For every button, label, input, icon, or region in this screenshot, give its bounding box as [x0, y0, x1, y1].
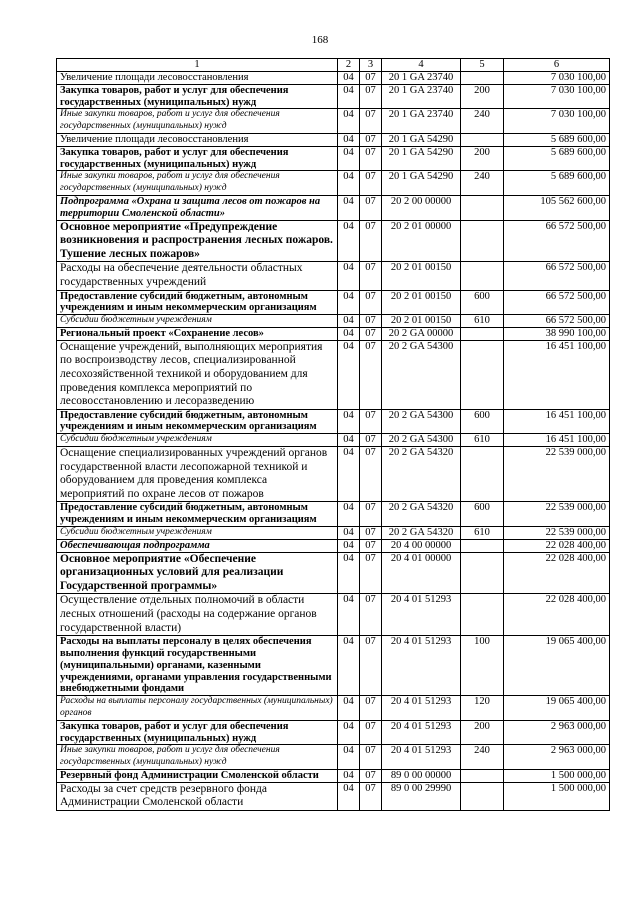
table-row	[57, 696, 610, 721]
table-row	[57, 146, 610, 171]
cell-c6: 22 539 000,00	[504, 527, 610, 540]
cell-c3: 07	[360, 527, 382, 540]
cell-c2: 04	[338, 290, 360, 315]
cell-c5	[461, 327, 504, 340]
cell-c4: 20 4 01 51293	[382, 594, 461, 636]
cell-c5	[461, 220, 504, 262]
cell-c5	[461, 539, 504, 552]
cell-c2: 04	[338, 315, 360, 328]
cell-c5: 240	[461, 171, 504, 196]
cell-c6: 5 689 600,00	[504, 146, 610, 171]
table-row	[57, 133, 610, 146]
cell-c2: 04	[338, 84, 360, 109]
cell-c2: 04	[338, 146, 360, 171]
cell-c2: 04	[338, 594, 360, 636]
cell-c3: 07	[360, 769, 382, 782]
cell-c3: 07	[360, 340, 382, 409]
cell-c5: 240	[461, 745, 504, 770]
cell-c6: 7 030 100,00	[504, 72, 610, 85]
cell-c2: 04	[338, 782, 360, 810]
cell-c2: 04	[338, 409, 360, 434]
cell-c6: 22 028 400,00	[504, 539, 610, 552]
table-row	[57, 290, 610, 315]
cell-c2: 04	[338, 220, 360, 262]
cell-c4: 20 2 GA 54320	[382, 527, 461, 540]
cell-c6: 16 451 100,00	[504, 434, 610, 447]
row-description: Закупка товаров, работ и услуг для обеспечения государственных (муниципальных) нужд	[57, 84, 338, 109]
cell-c5: 120	[461, 696, 504, 721]
cell-c4: 20 2 GA 54300	[382, 409, 461, 434]
row-description: Резервный фонд Администрации Смоленской области	[57, 769, 338, 782]
cell-c6: 105 562 600,00	[504, 195, 610, 220]
table-row	[57, 315, 610, 328]
cell-c5	[461, 447, 504, 502]
cell-c3: 07	[360, 146, 382, 171]
row-description: Оснащение учреждений, выполняющих мероприятия по воспроизводству лесов, специализированной лесохозяйственной техникой и оборудованием для проведения комплекса мероприятий по лесовосстановлению и лесоразведению	[57, 340, 338, 409]
row-description: Расходы на выплаты персоналу в целях обеспечения выполнения функций государственными (муниципальными) органами, казенными учреждениями, органами управления государственными внебюджетными фондами	[57, 636, 338, 696]
table-row	[57, 72, 610, 85]
table-row	[57, 636, 610, 696]
cell-c6: 66 572 500,00	[504, 262, 610, 290]
cell-c6: 2 963 000,00	[504, 745, 610, 770]
table-row	[57, 594, 610, 636]
table-row	[57, 720, 610, 745]
row-description: Закупка товаров, работ и услуг для обеспечения государственных (муниципальных) нужд	[57, 720, 338, 745]
row-description: Осуществление отдельных полномочий в области лесных отношений (расходы на содержание органов государственной власти)	[57, 594, 338, 636]
cell-c2: 04	[338, 552, 360, 594]
cell-c3: 07	[360, 109, 382, 134]
row-description: Расходы за счет средств резервного фонда Администрации Смоленской области	[57, 782, 338, 810]
row-description: Основное мероприятие «Обеспечение организационных условий для реализации Государственной программы»	[57, 552, 338, 594]
cell-c2: 04	[338, 769, 360, 782]
cell-c6: 7 030 100,00	[504, 84, 610, 109]
cell-c4: 20 4 01 00000	[382, 552, 461, 594]
cell-c3: 07	[360, 84, 382, 109]
cell-c2: 04	[338, 195, 360, 220]
header-row	[57, 59, 610, 72]
table-row	[57, 84, 610, 109]
cell-c3: 07	[360, 133, 382, 146]
table-row	[57, 769, 610, 782]
cell-c2: 04	[338, 720, 360, 745]
cell-c6: 1 500 000,00	[504, 769, 610, 782]
cell-c4: 20 1 GA 23740	[382, 72, 461, 85]
cell-c6: 2 963 000,00	[504, 720, 610, 745]
cell-c5: 600	[461, 409, 504, 434]
table-row	[57, 409, 610, 434]
cell-c3: 07	[360, 745, 382, 770]
row-description: Расходы на обеспечение деятельности областных государственных учреждений	[57, 262, 338, 290]
cell-c4: 20 2 GA 54320	[382, 502, 461, 527]
row-description: Региональный проект «Сохранение лесов»	[57, 327, 338, 340]
cell-c2: 04	[338, 109, 360, 134]
cell-c5: 200	[461, 720, 504, 745]
cell-c4: 89 0 00 00000	[382, 769, 461, 782]
cell-c6: 22 539 000,00	[504, 447, 610, 502]
cell-c6: 5 689 600,00	[504, 171, 610, 196]
table-row	[57, 447, 610, 502]
table-row	[57, 745, 610, 770]
table-row	[57, 327, 610, 340]
cell-c3: 07	[360, 315, 382, 328]
cell-c5: 200	[461, 84, 504, 109]
cell-c5: 240	[461, 109, 504, 134]
cell-c4: 20 4 01 51293	[382, 745, 461, 770]
row-description: Обеспечивающая подпрограмма	[57, 539, 338, 552]
cell-c4: 20 2 GA 00000	[382, 327, 461, 340]
cell-c3: 07	[360, 636, 382, 696]
cell-c2: 04	[338, 502, 360, 527]
budget-table	[56, 58, 610, 811]
cell-c6: 19 065 400,00	[504, 636, 610, 696]
cell-c6: 66 572 500,00	[504, 290, 610, 315]
cell-c4: 20 2 01 00150	[382, 262, 461, 290]
cell-c6: 19 065 400,00	[504, 696, 610, 721]
cell-c3: 07	[360, 447, 382, 502]
table-row	[57, 109, 610, 134]
cell-c2: 04	[338, 447, 360, 502]
cell-c3: 07	[360, 720, 382, 745]
cell-c5	[461, 195, 504, 220]
cell-c5	[461, 72, 504, 85]
cell-c2: 04	[338, 262, 360, 290]
cell-c3: 07	[360, 594, 382, 636]
cell-c5: 100	[461, 636, 504, 696]
cell-c4: 20 1 GA 54290	[382, 133, 461, 146]
row-description: Субсидии бюджетным учреждениям	[57, 434, 338, 447]
cell-c4: 20 2 01 00000	[382, 220, 461, 262]
column-header: 3	[360, 59, 382, 72]
cell-c3: 07	[360, 696, 382, 721]
cell-c6: 16 451 100,00	[504, 409, 610, 434]
cell-c3: 07	[360, 262, 382, 290]
cell-c4: 20 1 GA 54290	[382, 171, 461, 196]
cell-c2: 04	[338, 340, 360, 409]
table-row	[57, 340, 610, 409]
cell-c5: 610	[461, 434, 504, 447]
table-row	[57, 527, 610, 540]
cell-c6: 22 028 400,00	[504, 552, 610, 594]
cell-c4: 20 2 00 00000	[382, 195, 461, 220]
cell-c4: 20 2 GA 54300	[382, 434, 461, 447]
cell-c3: 07	[360, 552, 382, 594]
cell-c2: 04	[338, 434, 360, 447]
cell-c5	[461, 340, 504, 409]
row-description: Предоставление субсидий бюджетным, автономным учреждениям и иным некоммерческим организациям	[57, 502, 338, 527]
page-number: 168	[311, 34, 329, 46]
table-row	[57, 552, 610, 594]
cell-c2: 04	[338, 696, 360, 721]
cell-c2: 04	[338, 133, 360, 146]
cell-c5: 600	[461, 502, 504, 527]
cell-c2: 04	[338, 72, 360, 85]
column-header: 2	[338, 59, 360, 72]
table-row	[57, 220, 610, 262]
table-row	[57, 434, 610, 447]
cell-c3: 07	[360, 409, 382, 434]
cell-c5: 610	[461, 527, 504, 540]
cell-c5	[461, 133, 504, 146]
row-description: Иные закупки товаров, работ и услуг для обеспечения государственных (муниципальных) нужд	[57, 171, 338, 196]
row-description: Предоставление субсидий бюджетным, автономным учреждениям и иным некоммерческим организациям	[57, 409, 338, 434]
cell-c3: 07	[360, 171, 382, 196]
table-row	[57, 782, 610, 810]
cell-c6: 1 500 000,00	[504, 782, 610, 810]
cell-c5: 200	[461, 146, 504, 171]
cell-c6: 22 539 000,00	[504, 502, 610, 527]
row-description: Подпрограмма «Охрана и защита лесов от пожаров на территории Смоленской области»	[57, 195, 338, 220]
table-row	[57, 171, 610, 196]
table-row	[57, 262, 610, 290]
row-description: Основное мероприятие «Предупреждение возникновения и распространения лесных пожаров. Тушение лесных пожаров»	[57, 220, 338, 262]
cell-c5	[461, 782, 504, 810]
cell-c4: 20 1 GA 23740	[382, 109, 461, 134]
cell-c4: 20 2 01 00150	[382, 315, 461, 328]
cell-c6: 22 028 400,00	[504, 594, 610, 636]
cell-c3: 07	[360, 195, 382, 220]
cell-c3: 07	[360, 290, 382, 315]
cell-c4: 20 2 GA 54320	[382, 447, 461, 502]
cell-c3: 07	[360, 327, 382, 340]
cell-c5	[461, 262, 504, 290]
cell-c5: 610	[461, 315, 504, 328]
cell-c2: 04	[338, 327, 360, 340]
cell-c4: 20 2 01 00150	[382, 290, 461, 315]
row-description: Предоставление субсидий бюджетным, автономным учреждениям и иным некоммерческим организациям	[57, 290, 338, 315]
cell-c4: 20 1 GA 54290	[382, 146, 461, 171]
row-description: Иные закупки товаров, работ и услуг для обеспечения государственных (муниципальных) нужд	[57, 109, 338, 134]
row-description: Иные закупки товаров, работ и услуг для обеспечения государственных (муниципальных) нужд	[57, 745, 338, 770]
cell-c4: 20 4 01 51293	[382, 696, 461, 721]
cell-c5	[461, 552, 504, 594]
cell-c4: 20 4 01 51293	[382, 720, 461, 745]
cell-c6: 66 572 500,00	[504, 220, 610, 262]
cell-c6: 7 030 100,00	[504, 109, 610, 134]
cell-c4: 20 1 GA 23740	[382, 84, 461, 109]
cell-c4: 89 0 00 29990	[382, 782, 461, 810]
table-row	[57, 195, 610, 220]
row-description: Оснащение специализированных учреждений органов государственной власти лесопожарной техникой и оборудованием для проведения комплекса мероприятий по охране лесов от пожаров	[57, 447, 338, 502]
table-row	[57, 502, 610, 527]
column-header: 6	[504, 59, 610, 72]
cell-c3: 07	[360, 539, 382, 552]
cell-c3: 07	[360, 434, 382, 447]
cell-c3: 07	[360, 782, 382, 810]
cell-c6: 5 689 600,00	[504, 133, 610, 146]
row-description: Закупка товаров, работ и услуг для обеспечения государственных (муниципальных) нужд	[57, 146, 338, 171]
table-row	[57, 539, 610, 552]
cell-c6: 38 990 100,00	[504, 327, 610, 340]
cell-c2: 04	[338, 636, 360, 696]
row-description: Увеличение площади лесовосстановления	[57, 133, 338, 146]
cell-c2: 04	[338, 527, 360, 540]
row-description: Субсидии бюджетным учреждениям	[57, 527, 338, 540]
cell-c5: 600	[461, 290, 504, 315]
cell-c3: 07	[360, 72, 382, 85]
row-description: Субсидии бюджетным учреждениям	[57, 315, 338, 328]
column-header: 5	[461, 59, 504, 72]
cell-c2: 04	[338, 171, 360, 196]
cell-c5	[461, 594, 504, 636]
row-description: Расходы на выплаты персоналу государственных (муниципальных) органов	[57, 696, 338, 721]
cell-c2: 04	[338, 745, 360, 770]
cell-c4: 20 4 01 51293	[382, 636, 461, 696]
cell-c6: 66 572 500,00	[504, 315, 610, 328]
cell-c4: 20 4 00 00000	[382, 539, 461, 552]
cell-c4: 20 2 GA 54300	[382, 340, 461, 409]
cell-c5	[461, 769, 504, 782]
row-description: Увеличение площади лесовосстановления	[57, 72, 338, 85]
column-header: 1	[57, 59, 338, 72]
cell-c2: 04	[338, 539, 360, 552]
column-header: 4	[382, 59, 461, 72]
cell-c3: 07	[360, 220, 382, 262]
cell-c6: 16 451 100,00	[504, 340, 610, 409]
cell-c3: 07	[360, 502, 382, 527]
